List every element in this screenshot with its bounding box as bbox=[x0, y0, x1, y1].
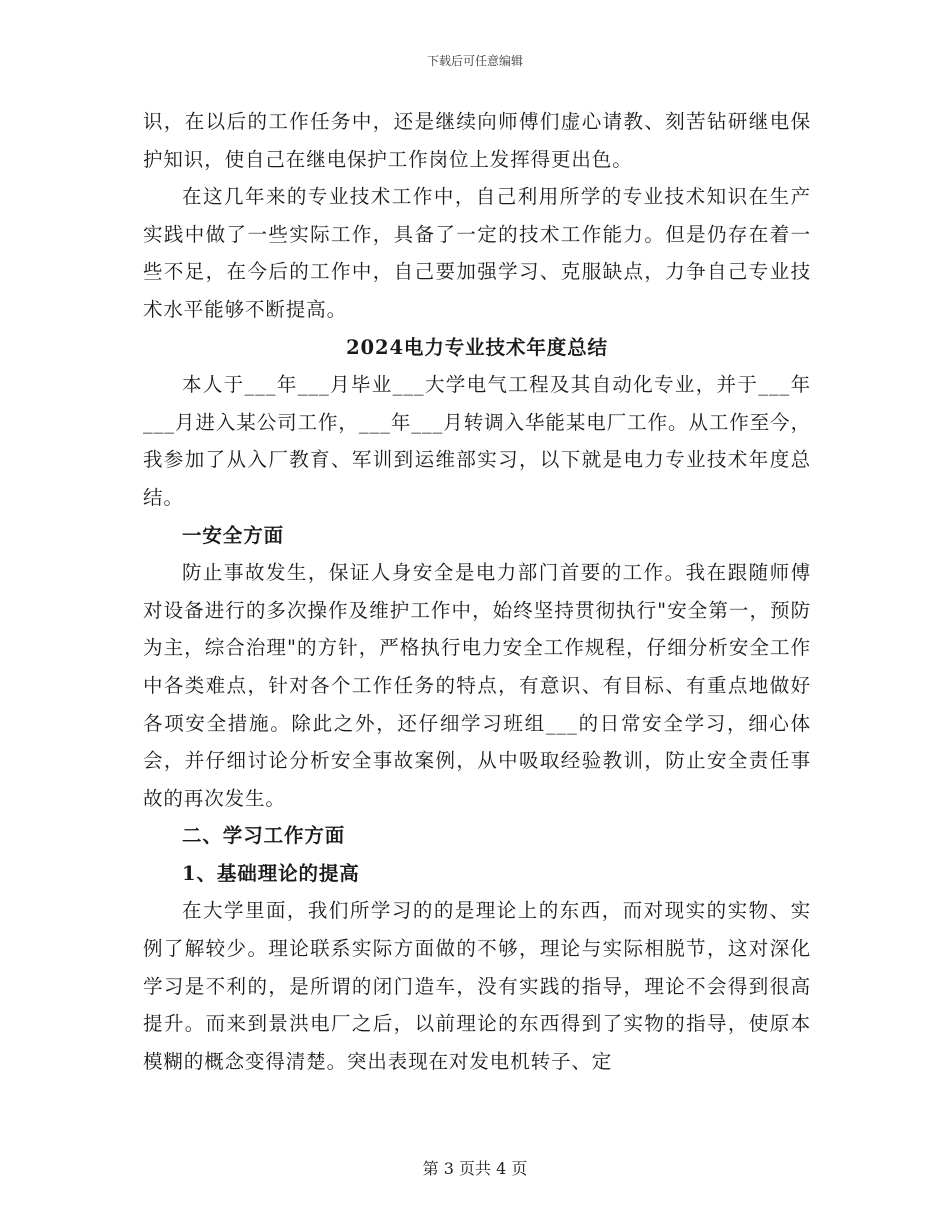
paragraph-theory: 在大学里面，我们所学习的的是理论上的东西，而对现实的实物、实例了解较少。理论联系实际方面做的不够，理论与实际相脱节，这对深化学习是不利的，是所谓的闭门造车，没有实践的指导，理论不会得到很高提升。而来到景洪电厂之后，以前理论的东西得到了实物的指导，使原本模糊的概念变得清楚。突出表现在对发电机转子、定 bbox=[143, 899, 811, 1073]
page-footer: 第 3 页共 4 页 bbox=[422, 1159, 528, 1178]
section-heading-safety: 一安全方面 bbox=[182, 523, 285, 547]
page-header: 下载后可任意编辑 bbox=[426, 54, 523, 68]
document-title: 2024电力专业技术年度总结 bbox=[346, 335, 608, 359]
document-body bbox=[143, 103, 811, 1080]
section-heading-study: 二、学习工作方面 bbox=[182, 824, 346, 848]
paragraph-safety: 防止事故发生，保证人身安全是电力部门首要的工作。我在跟随师傅对设备进行的多次操作及维护工作中，始终坚持贯彻执行"安全第一，预防为主，综合治理"的方针，严格执行电力安全工作规程，仔细分析安全工作中各类难点，针对各个工作任务的特点，有意识、有目标、有重点地做好各项安全措施。除此之外，还仔细学习班组___的日常安全学习，细心体会，并仔细讨论分析安全事故案例，从中吸取经验教训，防止安全责任事故的再次发生。 bbox=[143, 561, 811, 810]
subsection-heading-theory: 1、基础理论的提高 bbox=[182, 861, 360, 885]
paragraph-intro: 本人于___年___月毕业___大学电气工程及其自动化专业，并于___年___月进入某公司工作，___年___月转调入华能某电厂工作。从工作至今，我参加了从入厂教育、军训到运维部实习，以下就是电力专业技术年度总结。 bbox=[143, 373, 811, 509]
paragraph-experience: 在这几年来的专业技术工作中，自己利用所学的专业技术知识在生产实践中做了一些实际工作，具备了一定的技术工作能力。但是仍存在着一些不足，在今后的工作中，自己要加强学习、克服缺点，力争自己专业技术水平能够不断提高。 bbox=[143, 185, 811, 321]
paragraph-continuation: 识，在以后的工作任务中，还是继续向师傅们虚心请教、刻苦钻研继电保护知识，使自己在继电保护工作岗位上发挥得更出色。 bbox=[143, 110, 811, 171]
